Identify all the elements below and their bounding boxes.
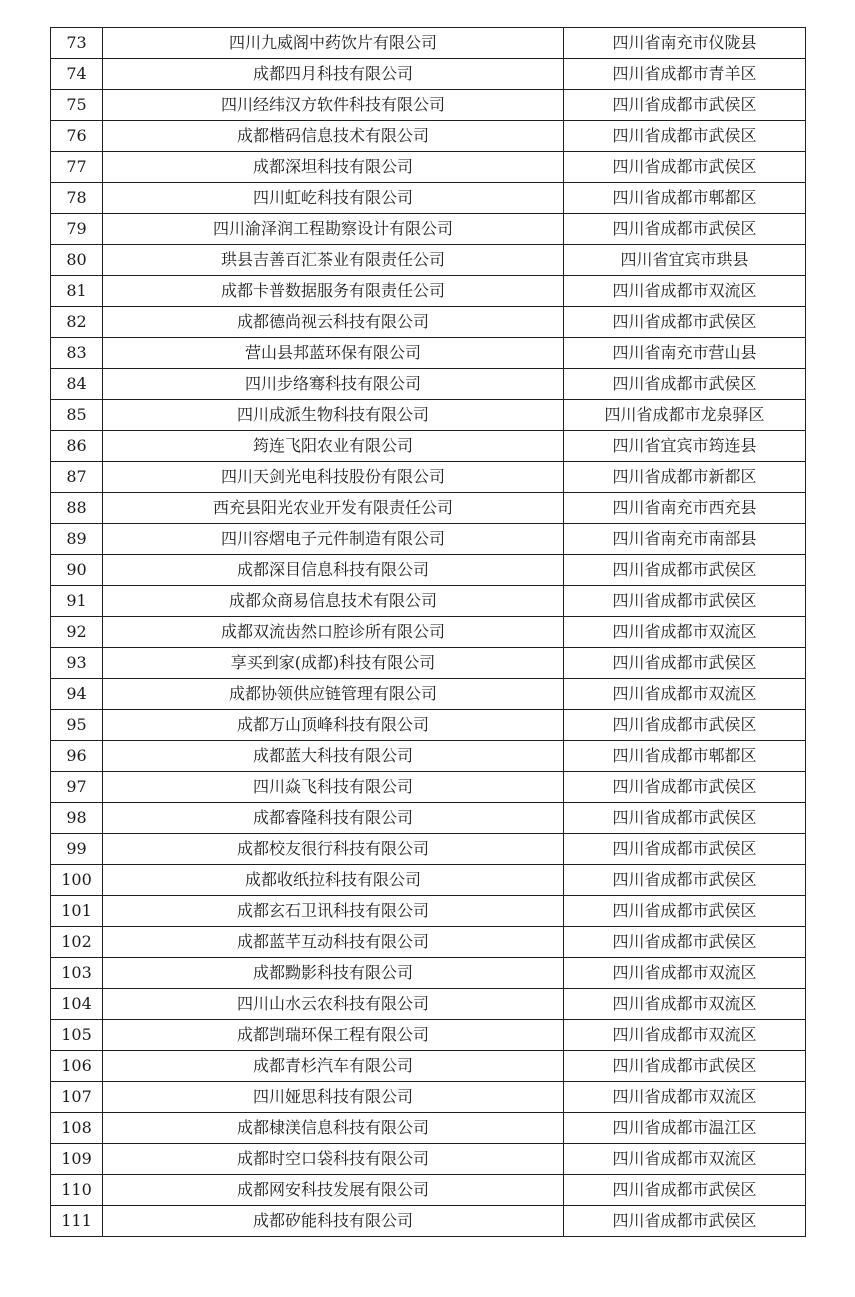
region-cell: 四川省成都市武侯区 [564,586,806,617]
region-cell: 四川省成都市温江区 [564,1113,806,1144]
company-name-cell: 四川九威阁中药饮片有限公司 [103,28,564,59]
region-cell: 四川省成都市郫都区 [564,741,806,772]
table-row [51,896,806,927]
table-row [51,710,806,741]
region-cell: 四川省成都市武侯区 [564,121,806,152]
table-row [51,555,806,586]
row-number-cell: 79 [51,214,103,245]
table-row [51,1206,806,1237]
table-row [51,493,806,524]
row-number-cell: 73 [51,28,103,59]
table-row [51,338,806,369]
company-name-cell: 成都玄石卫讯科技有限公司 [103,896,564,927]
row-number-cell: 106 [51,1051,103,1082]
table-row [51,276,806,307]
company-name-cell: 成都双流齿然口腔诊所有限公司 [103,617,564,648]
company-name-cell: 享买到家(成都)科技有限公司 [103,648,564,679]
company-name-cell: 成都蓝大科技有限公司 [103,741,564,772]
company-name-cell: 成都深坦科技有限公司 [103,152,564,183]
region-cell: 四川省成都市双流区 [564,1144,806,1175]
company-name-cell: 四川成派生物科技有限公司 [103,400,564,431]
region-cell: 四川省成都市武侯区 [564,648,806,679]
region-cell: 四川省成都市武侯区 [564,710,806,741]
row-number-cell: 103 [51,958,103,989]
row-number-cell: 81 [51,276,103,307]
company-name-cell: 成都剀瑞环保工程有限公司 [103,1020,564,1051]
row-number-cell: 75 [51,90,103,121]
row-number-cell: 97 [51,772,103,803]
region-cell: 四川省成都市双流区 [564,617,806,648]
company-name-cell: 成都棣渼信息科技有限公司 [103,1113,564,1144]
region-cell: 四川省南充市南部县 [564,524,806,555]
row-number-cell: 108 [51,1113,103,1144]
table-row [51,462,806,493]
row-number-cell: 109 [51,1144,103,1175]
company-name-cell: 成都青杉汽车有限公司 [103,1051,564,1082]
row-number-cell: 100 [51,865,103,896]
region-cell: 四川省南充市仪陇县 [564,28,806,59]
table-row [51,1113,806,1144]
region-cell: 四川省成都市武侯区 [564,1051,806,1082]
table-row [51,617,806,648]
company-name-cell: 营山县邦蓝环保有限公司 [103,338,564,369]
row-number-cell: 99 [51,834,103,865]
table-row [51,431,806,462]
row-number-cell: 105 [51,1020,103,1051]
row-number-cell: 102 [51,927,103,958]
row-number-cell: 93 [51,648,103,679]
table-row [51,989,806,1020]
region-cell: 四川省成都市武侯区 [564,896,806,927]
company-name-cell: 四川焱飞科技有限公司 [103,772,564,803]
row-number-cell: 78 [51,183,103,214]
company-name-cell: 四川山水云农科技有限公司 [103,989,564,1020]
table-row [51,648,806,679]
table-row [51,369,806,400]
company-name-cell: 成都众商易信息技术有限公司 [103,586,564,617]
company-name-cell: 四川天剑光电科技股份有限公司 [103,462,564,493]
row-number-cell: 88 [51,493,103,524]
region-cell: 四川省成都市武侯区 [564,803,806,834]
region-cell: 四川省成都市双流区 [564,276,806,307]
table-row [51,90,806,121]
table-row [51,741,806,772]
company-name-cell: 成都德尚视云科技有限公司 [103,307,564,338]
company-name-cell: 成都四月科技有限公司 [103,59,564,90]
row-number-cell: 98 [51,803,103,834]
table-row [51,1051,806,1082]
table-row [51,834,806,865]
region-cell: 四川省成都市武侯区 [564,555,806,586]
region-cell: 四川省成都市龙泉驿区 [564,400,806,431]
table-row [51,927,806,958]
table-row [51,524,806,555]
region-cell: 四川省成都市武侯区 [564,834,806,865]
company-name-cell: 成都时空口袋科技有限公司 [103,1144,564,1175]
row-number-cell: 107 [51,1082,103,1113]
region-cell: 四川省成都市武侯区 [564,152,806,183]
row-number-cell: 86 [51,431,103,462]
row-number-cell: 89 [51,524,103,555]
company-name-cell: 成都万山顶峰科技有限公司 [103,710,564,741]
row-number-cell: 77 [51,152,103,183]
table-row [51,679,806,710]
region-cell: 四川省成都市武侯区 [564,90,806,121]
company-name-cell: 成都卡普数据服务有限责任公司 [103,276,564,307]
row-number-cell: 94 [51,679,103,710]
table-row [51,307,806,338]
table-row [51,772,806,803]
row-number-cell: 76 [51,121,103,152]
region-cell: 四川省宜宾市筠连县 [564,431,806,462]
company-name-cell: 成都校友很行科技有限公司 [103,834,564,865]
company-name-cell: 成都睿隆科技有限公司 [103,803,564,834]
row-number-cell: 80 [51,245,103,276]
company-name-cell: 成都收纸拉科技有限公司 [103,865,564,896]
table-row [51,586,806,617]
company-name-cell: 四川步络骞科技有限公司 [103,369,564,400]
row-number-cell: 87 [51,462,103,493]
company-name-cell: 成都黝影科技有限公司 [103,958,564,989]
region-cell: 四川省成都市双流区 [564,1020,806,1051]
row-number-cell: 110 [51,1175,103,1206]
table-row [51,152,806,183]
region-cell: 四川省成都市武侯区 [564,1206,806,1237]
row-number-cell: 84 [51,369,103,400]
company-name-cell: 四川经纬汉方软件科技有限公司 [103,90,564,121]
region-cell: 四川省成都市郫都区 [564,183,806,214]
company-name-cell: 成都楷码信息技术有限公司 [103,121,564,152]
company-name-cell: 四川虹屹科技有限公司 [103,183,564,214]
row-number-cell: 96 [51,741,103,772]
company-name-cell: 四川娅思科技有限公司 [103,1082,564,1113]
row-number-cell: 104 [51,989,103,1020]
table-row [51,59,806,90]
row-number-cell: 85 [51,400,103,431]
company-name-cell: 成都网安科技发展有限公司 [103,1175,564,1206]
table-row [51,245,806,276]
region-cell: 四川省成都市武侯区 [564,1175,806,1206]
company-name-cell: 成都矽能科技有限公司 [103,1206,564,1237]
company-name-cell: 珙县吉善百汇茶业有限责任公司 [103,245,564,276]
table-row [51,1175,806,1206]
row-number-cell: 82 [51,307,103,338]
table-row [51,958,806,989]
company-list-table [50,27,806,1237]
region-cell: 四川省南充市营山县 [564,338,806,369]
company-name-cell: 成都协领供应链管理有限公司 [103,679,564,710]
company-name-cell: 西充县阳光农业开发有限责任公司 [103,493,564,524]
table-row [51,803,806,834]
table-row [51,214,806,245]
row-number-cell: 92 [51,617,103,648]
row-number-cell: 91 [51,586,103,617]
region-cell: 四川省成都市双流区 [564,958,806,989]
row-number-cell: 74 [51,59,103,90]
region-cell: 四川省成都市新都区 [564,462,806,493]
company-name-cell: 成都蓝芊互动科技有限公司 [103,927,564,958]
region-cell: 四川省成都市武侯区 [564,307,806,338]
company-name-cell: 四川容熠电子元件制造有限公司 [103,524,564,555]
region-cell: 四川省南充市西充县 [564,493,806,524]
region-cell: 四川省成都市双流区 [564,679,806,710]
row-number-cell: 111 [51,1206,103,1237]
region-cell: 四川省成都市武侯区 [564,865,806,896]
table-row [51,183,806,214]
region-cell: 四川省成都市武侯区 [564,927,806,958]
table-row [51,400,806,431]
row-number-cell: 90 [51,555,103,586]
row-number-cell: 83 [51,338,103,369]
company-name-cell: 成都深目信息科技有限公司 [103,555,564,586]
region-cell: 四川省成都市武侯区 [564,369,806,400]
region-cell: 四川省成都市武侯区 [564,214,806,245]
table-row [51,865,806,896]
company-name-cell: 筠连飞阳农业有限公司 [103,431,564,462]
table-row [51,1020,806,1051]
row-number-cell: 101 [51,896,103,927]
table-row [51,1144,806,1175]
company-name-cell: 四川渝泽润工程勘察设计有限公司 [103,214,564,245]
table-body [51,28,806,1237]
region-cell: 四川省成都市双流区 [564,989,806,1020]
table-row [51,1082,806,1113]
region-cell: 四川省宜宾市珙县 [564,245,806,276]
region-cell: 四川省成都市青羊区 [564,59,806,90]
region-cell: 四川省成都市双流区 [564,1082,806,1113]
table-row [51,28,806,59]
row-number-cell: 95 [51,710,103,741]
region-cell: 四川省成都市武侯区 [564,772,806,803]
table-row [51,121,806,152]
